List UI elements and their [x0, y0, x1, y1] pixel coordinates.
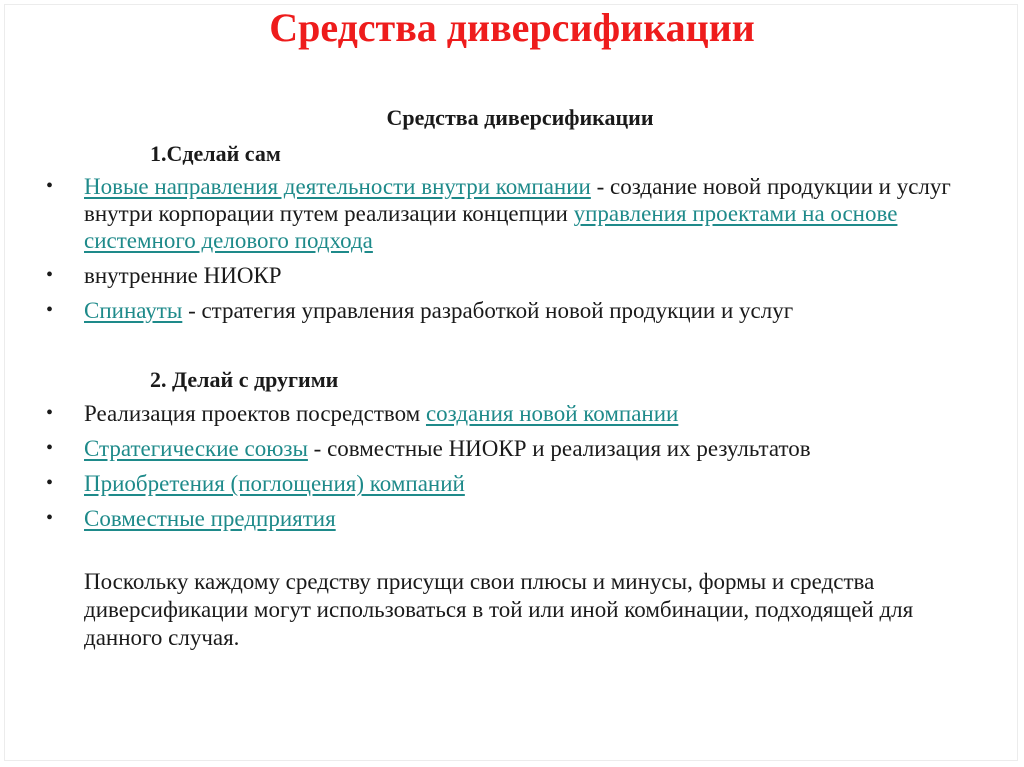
bullet-icon: • — [46, 299, 54, 321]
list-item — [46, 435, 1006, 462]
item-text: - стратегия управления разработкой новой продукции и услуг — [182, 298, 794, 323]
bullet-icon: • — [46, 175, 54, 197]
slide-title: Средства диверсификации — [269, 5, 755, 50]
link-joint-ventures[interactable]: Совместные предприятия — [84, 506, 336, 531]
list-item — [46, 262, 1006, 289]
bullet-icon: • — [46, 402, 54, 424]
link-strategic-alliances[interactable]: Стратегические союзы — [84, 436, 308, 461]
list-item — [46, 470, 1006, 497]
list-item — [46, 505, 1006, 532]
bullet-list-do-it-yourself — [46, 173, 1006, 324]
item-text: внутренние НИОКР — [84, 263, 282, 288]
bullet-icon: • — [46, 264, 54, 286]
link-spinouts[interactable]: Спинауты — [84, 298, 183, 323]
item-text: - совместные НИОКР и реализация их результатов — [307, 436, 811, 461]
item-text: Реализация проектов посредством — [84, 401, 426, 426]
bullet-icon: • — [46, 472, 54, 494]
section-heading-do-it-yourself: 1.Сделай сам — [150, 141, 281, 166]
conclusion-paragraph: Поскольку каждому средству присущи свои плюсы и минусы, формы и средства диверсификации могут использоваться в той или иной комбинации, подходящей для данного случая. — [84, 569, 914, 650]
bullet-icon: • — [46, 437, 54, 459]
item-text: - создание новой продукции и услуг внутри корпорации путем реализации концепции — [84, 174, 951, 226]
list-item — [46, 400, 1006, 427]
link-new-directions[interactable]: Новые направления деятельности внутри компании — [84, 174, 591, 199]
link-new-company[interactable]: создания новой компании — [425, 401, 679, 426]
content-subtitle: Средства диверсификации — [386, 105, 654, 130]
bullet-icon: • — [46, 507, 54, 529]
list-item — [46, 173, 1006, 254]
link-project-management[interactable]: управления проектами на основе системного делового подхода — [84, 201, 898, 253]
section-heading-do-with-others: 2. Делай с другими — [150, 367, 339, 392]
bullet-list-do-with-others — [46, 400, 1006, 532]
list-item — [46, 297, 1006, 324]
link-acquisitions[interactable]: Приобретения (поглощения) компаний — [84, 471, 465, 496]
